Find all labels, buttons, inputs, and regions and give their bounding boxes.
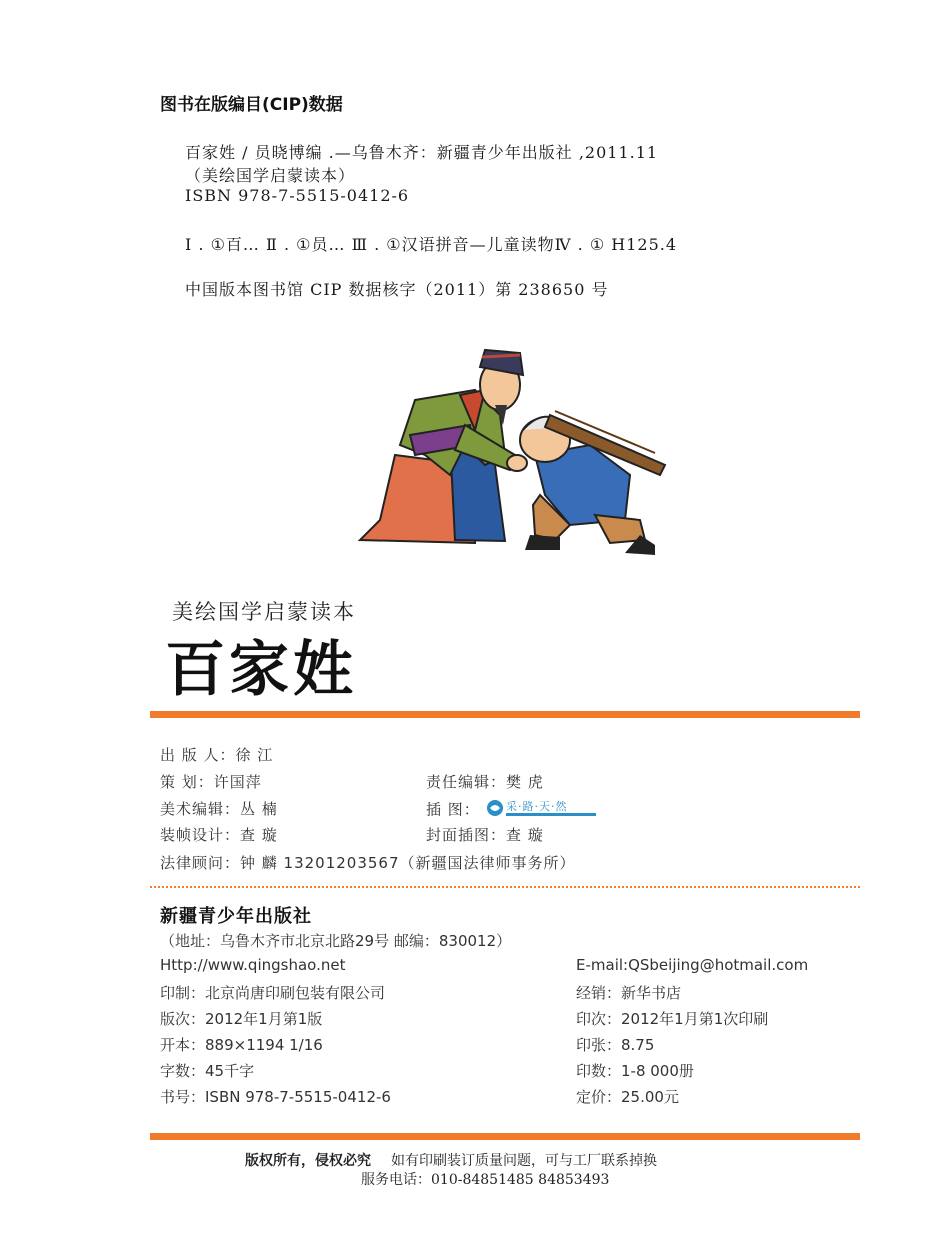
- info-sheets: 印张：8.75: [576, 1036, 655, 1054]
- accent-bar-bottom: [150, 1133, 860, 1140]
- info-print-run: 印次：2012年1月第1次印刷: [576, 1010, 769, 1028]
- credit-binding-design: 装帧设计：查 璇: [160, 826, 278, 844]
- footer-note: 如有印刷装订质量问题，可与工厂联系掉换: [391, 1153, 657, 1169]
- cip-line-title: 百家姓 / 员晓博编 .—乌鲁木齐：新疆青少年出版社 ,2011.11: [185, 143, 659, 162]
- info-price: 定价：25.00元: [576, 1088, 679, 1106]
- cip-line-classification: Ⅰ . ①百… Ⅱ . ①员… Ⅲ . ①汉语拼音—儿童读物Ⅳ . ① H125.4: [185, 235, 678, 254]
- illustration-studio-logo: [486, 798, 598, 822]
- cip-line-isbn: ISBN 978-7-5515-0412-6: [185, 186, 410, 205]
- credit-planning: 策 划：许国萍: [160, 773, 262, 791]
- credit-publisher-person: 出 版 人：徐 江: [160, 746, 274, 764]
- credit-legal-counsel: 法律顾问：钟 麟 13201203567（新疆国法律师事务所）: [160, 854, 576, 872]
- credit-art-editor: 美术编辑：丛 楠: [160, 800, 278, 818]
- info-email: E-mail:QSbeijing@hotmail.com: [576, 956, 809, 974]
- info-website: Http://www.qingshao.net: [160, 956, 346, 974]
- info-edition: 版次：2012年1月第1版: [160, 1010, 323, 1028]
- book-series: 美绘国学启蒙读本: [172, 600, 356, 624]
- book-title: 百家姓: [165, 635, 357, 705]
- credit-illustration: [426, 798, 598, 822]
- footer-rights: 版权所有，侵权必究: [245, 1153, 371, 1169]
- footer-phone: 服务电话：010-84851485 84853493: [361, 1172, 610, 1188]
- dotted-divider: [150, 886, 860, 888]
- info-isbn: 书号：ISBN 978-7-5515-0412-6: [160, 1088, 391, 1106]
- info-distributor: 经销：新华书店: [576, 984, 682, 1002]
- accent-bar-top: [150, 711, 860, 718]
- info-copies: 印数：1-8 000册: [576, 1062, 694, 1080]
- publisher-address: （地址：乌鲁木齐市北京北路29号 邮编：830012）: [160, 932, 512, 950]
- credit-cover-illustration: 封面插图：查 璇: [426, 826, 544, 844]
- credit-illustration-label: 插 图：: [426, 800, 480, 819]
- info-printer: 印制：北京尚唐印刷包装有限公司: [160, 984, 386, 1002]
- cip-line-record: 中国版本图书馆 CIP 数据核字（2011）第 238650 号: [185, 280, 609, 299]
- info-format: 开本：889×1194 1/16: [160, 1036, 323, 1054]
- publisher-name: 新疆青少年出版社: [160, 906, 312, 927]
- cip-line-series: （美绘国学启蒙读本）: [185, 166, 356, 185]
- info-word-count: 字数：45千字: [160, 1062, 255, 1080]
- illustration-studio-logo-text: 采·路·天·然: [505, 800, 568, 813]
- cip-heading: 图书在版编目(CIP)数据: [160, 95, 343, 115]
- illustration-image: [355, 345, 675, 560]
- footer-rights-line: [245, 1150, 657, 1170]
- credit-responsible-editor: 责任编辑：樊 虎: [426, 773, 544, 791]
